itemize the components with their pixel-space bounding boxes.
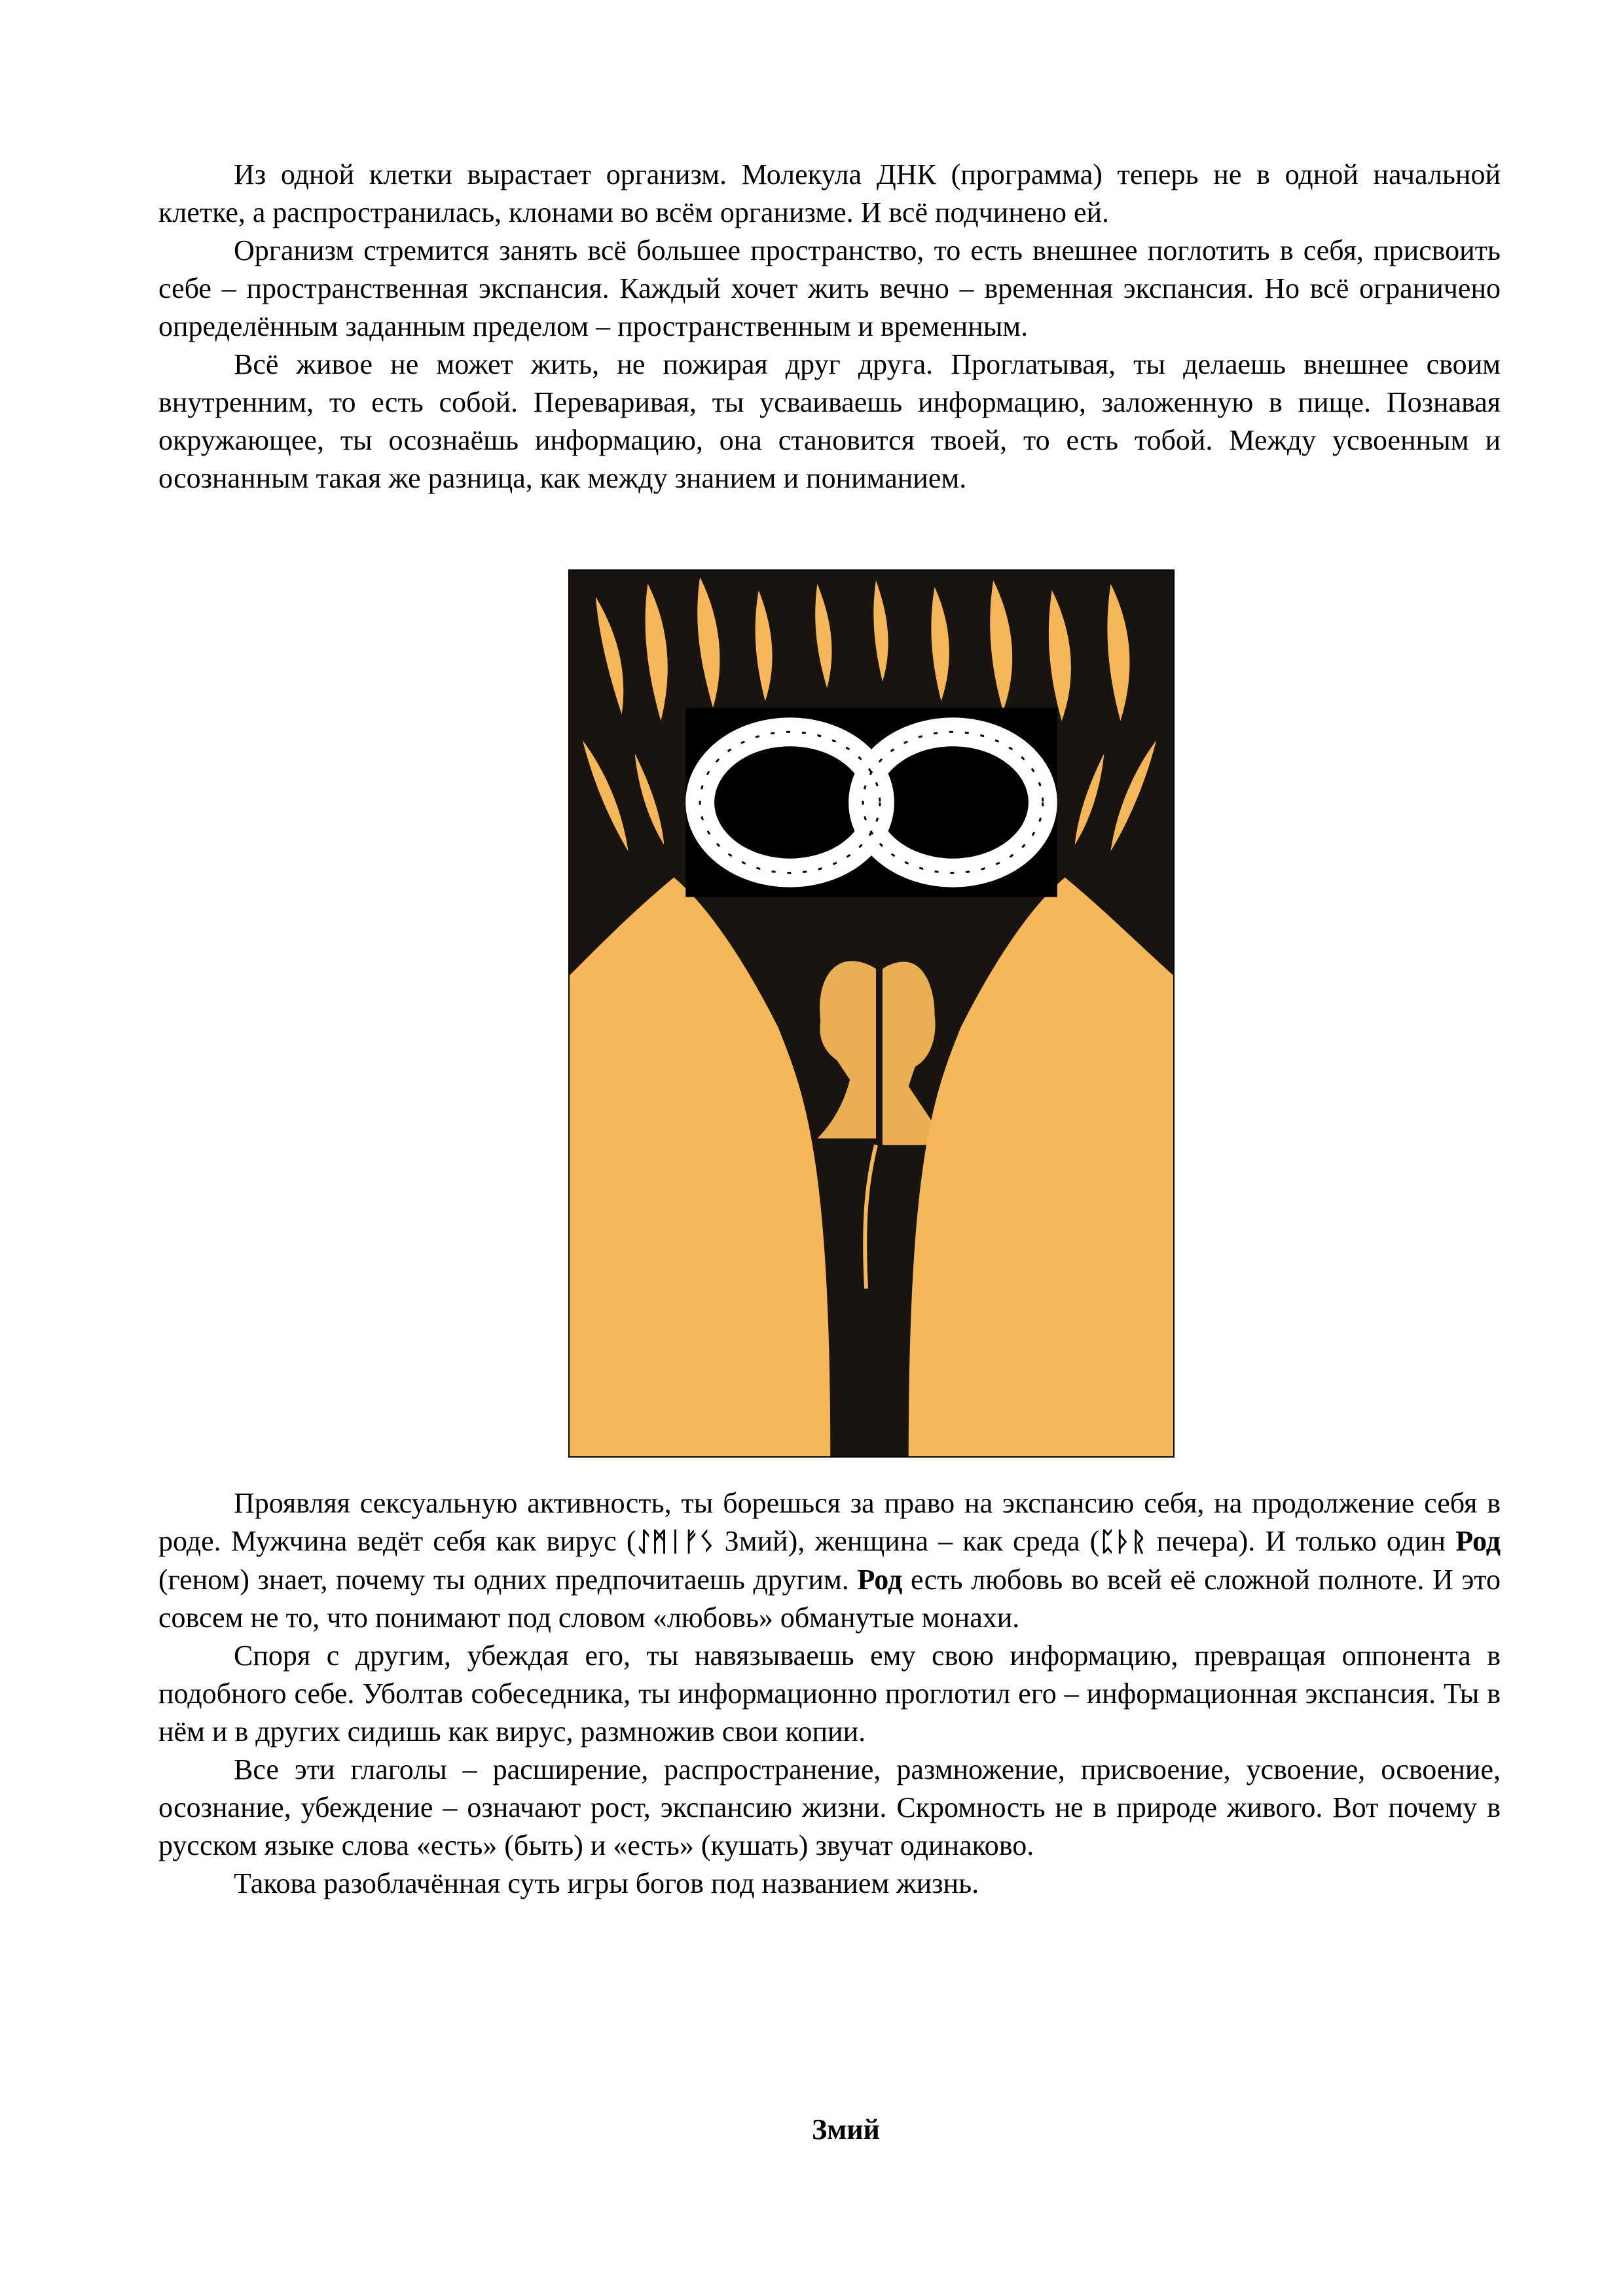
text-fragment: печера). И только один [1146,1525,1456,1557]
text-fragment: есть любовь во всей её сложной полноте. И это совсем не то, что понимают под словом «любовь» обманутые монахи. [158,1564,1501,1634]
text-fragment: Проявляя сексуальную активность, ты борешься за право на экспансию себя, на продолжение себя в роде. Мужчина ведёт себя как вирус ( [158,1487,1501,1557]
rune-glyphs: ᛈᚦᚱ [1099,1527,1147,1557]
paragraph: Такова разоблачённая суть игры богов под названием жизнь. [234,1867,979,1899]
bold-term: Род [1455,1525,1501,1557]
signature: Змий [812,2113,880,2145]
tree-of-life-illustration [568,569,1175,1458]
text-fragment: (геном) знает, почему ты одних предпочитаешь другим. [158,1564,858,1596]
bold-term: Род [857,1564,903,1596]
paragraph: Из одной клетки вырастает организм. Молекула ДНК (программа) теперь не в одной начальной клетке, а распространилась, клонами во всём организме. И всё подчинено ей. [158,158,1501,228]
paragraph: Споря с другим, убеждая его, ты навязываешь ему свою информацию, превращая оппонента в подобного себе. Уболтав собеседника, ты информационно проглотил его – информационная экспансия. Ты в нём и в других сидишь как вирус, размножив свои копии. [158,1640,1501,1748]
text-block-bottom [158,1484,1501,1903]
rune-glyphs: ᛇᛗᛁᚠᛊ [636,1527,715,1557]
paragraph: Всё живое не может жить, не пожирая друг друга. Проглатывая, ты делаешь внешнее своим внутренним, то есть собой. Переваривая, ты усваиваешь информацию, заложенную в пище. Познавая окружающее, ты осознаёшь информацию, она становится твоей, то есть тобой. Между усвоенным и осознанным такая же разница, как между знанием и пониманием. [158,348,1501,494]
paragraph [158,1484,1501,1637]
text-fragment: Змий), женщина – как среда ( [714,1525,1100,1557]
paragraph: Организм стремится занять всё большее пространство, то есть внешнее поглотить в себя, присвоить себе – пространственная экспансия. Каждый хочет жить вечно – временная экспансия. Но всё ограничено определённым заданным пределом – пространственным и временным. [158,234,1501,342]
paragraph: Все эти глаголы – расширение, распространение, размножение, присвоение, усвоение, освоение, осознание, убеждение – означают рост, экспансию жизни. Скромность не в природе живого. Вот почему в русском языке слова «есть» (быть) и «есть» (кушать) звучат одинаково. [158,1753,1501,1861]
text-block-top [158,156,1501,497]
illustration-svg [570,571,1173,1456]
